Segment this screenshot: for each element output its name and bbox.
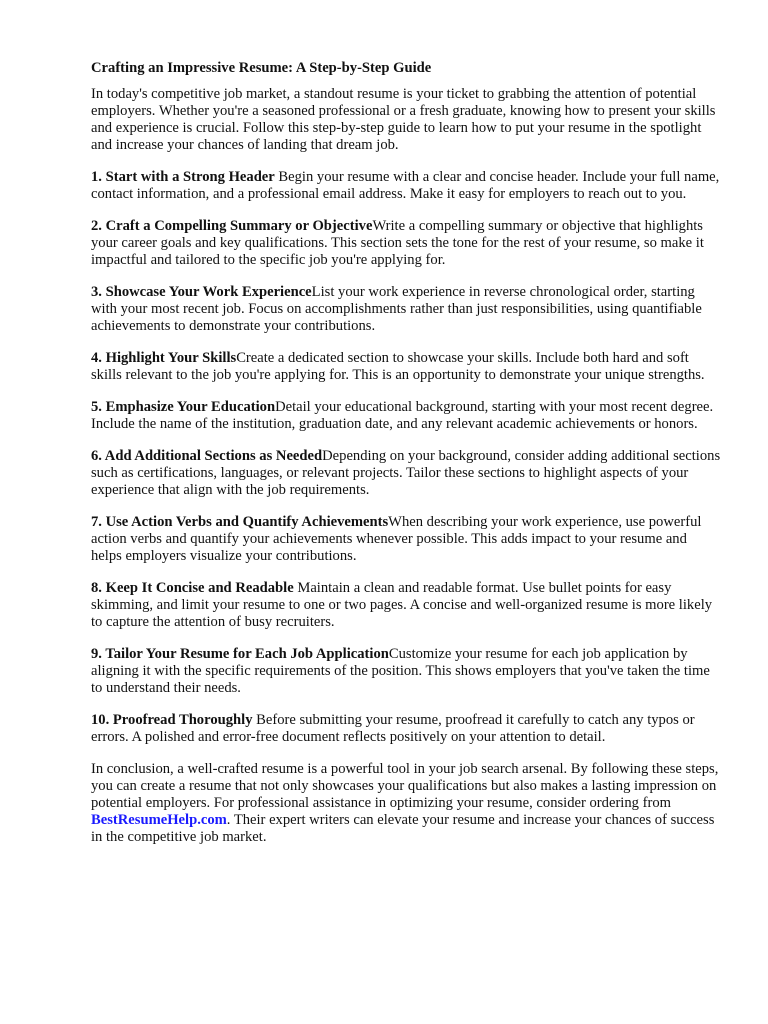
step-body: Detail your educational background, starting with your most recent degree. Include the name of the institution, graduation date, and any relevant academic achievements or honors. — [91, 399, 714, 432]
step-1 — [91, 169, 721, 203]
step-heading: 6. Add Additional Sections as Needed — [91, 448, 323, 464]
conclusion-paragraph — [91, 761, 721, 846]
step-heading: 3. Showcase Your Work Experience — [91, 284, 312, 300]
document-page — [91, 60, 721, 861]
step-heading: 4. Highlight Your Skills — [91, 350, 237, 366]
step-4 — [91, 350, 721, 384]
step-9 — [91, 646, 721, 697]
step-heading: 5. Emphasize Your Education — [91, 399, 276, 415]
step-6 — [91, 448, 721, 499]
step-8 — [91, 580, 721, 631]
step-body: Depending on your background, consider adding additional sections such as certifications, languages, or relevant projects. Tailor these sections to highlight aspects of your experience that align with the job requirements. — [91, 448, 721, 498]
step-body: When describing your work experience, use powerful action verbs and quantify your achievements whenever possible. This adds impact to your resume and helps employers visualize your contributions. — [91, 514, 702, 564]
step-body: Create a dedicated section to showcase your skills. Include both hard and soft skills relevant to the job you're applying for. This is an opportunity to demonstrate your unique strengths. — [91, 350, 705, 383]
intro-paragraph: In today's competitive job market, a standout resume is your ticket to grabbing the attention of potential employers. Whether you're a seasoned professional or a fresh graduate, knowing how to present your skills and experience is crucial. Follow this step-by-step guide to learn how to put your resume in the spotlight and increase your chances of landing that dream job. — [91, 86, 716, 153]
step-heading: 10. Proofread Thoroughly — [91, 712, 253, 728]
step-3 — [91, 284, 721, 335]
step-body: List your work experience in reverse chronological order, starting with your most recent job. Focus on accomplishments rather than just responsibilities, using quantifiable achievements to demonstrate your contributions. — [91, 284, 702, 334]
step-7 — [91, 514, 721, 565]
document-title: Crafting an Impressive Resume: A Step-by-Step Guide — [91, 60, 432, 76]
step-body: Maintain a clean and readable format. Use bullet points for easy skimming, and limit your resume to one or two pages. A concise and well-organized resume is more likely to capture the attention of busy recruiters. — [91, 580, 713, 630]
step-body: Before submitting your resume, proofread it carefully to catch any typos or errors. A polished and error-free document reflects positively on your attention to detail. — [91, 712, 695, 745]
step-5 — [91, 399, 721, 433]
steps-list — [91, 169, 721, 746]
step-body: Begin your resume with a clear and concise header. Include your full name, contact information, and a professional email address. Make it easy for employers to reach out to you. — [91, 169, 720, 202]
bestresumehelp-link[interactable]: BestResumeHelp.com — [91, 812, 227, 828]
conclusion-text-end: . Their expert writers can elevate your resume and increase your chances of success in the competitive job market. — [91, 812, 715, 845]
step-heading: 9. Tailor Your Resume for Each Job Application — [91, 646, 389, 662]
step-2 — [91, 218, 721, 269]
step-heading: 2. Craft a Compelling Summary or Objective — [91, 218, 373, 234]
step-body: Customize your resume for each job application by aligning it with the specific requirements of the position. This shows employers that you've taken the time to understand their needs. — [91, 646, 710, 696]
step-heading: 7. Use Action Verbs and Quantify Achievements — [91, 514, 389, 530]
step-heading: 8. Keep It Concise and Readable — [91, 580, 294, 596]
step-heading: 1. Start with a Strong Header — [91, 169, 275, 185]
conclusion-text: In conclusion, a well-crafted resume is a powerful tool in your job search arsenal. By following these steps, you can create a resume that not only showcases your qualifications but also makes a lasting impression on potential employers. For professional assistance in optimizing your resume, consider ordering from — [91, 761, 719, 811]
step-10 — [91, 712, 721, 746]
step-body: Write a compelling summary or objective that highlights your career goals and key qualifications. This section sets the tone for the rest of your resume, so make it impactful and tailored to the specific job you're applying for. — [91, 218, 704, 268]
